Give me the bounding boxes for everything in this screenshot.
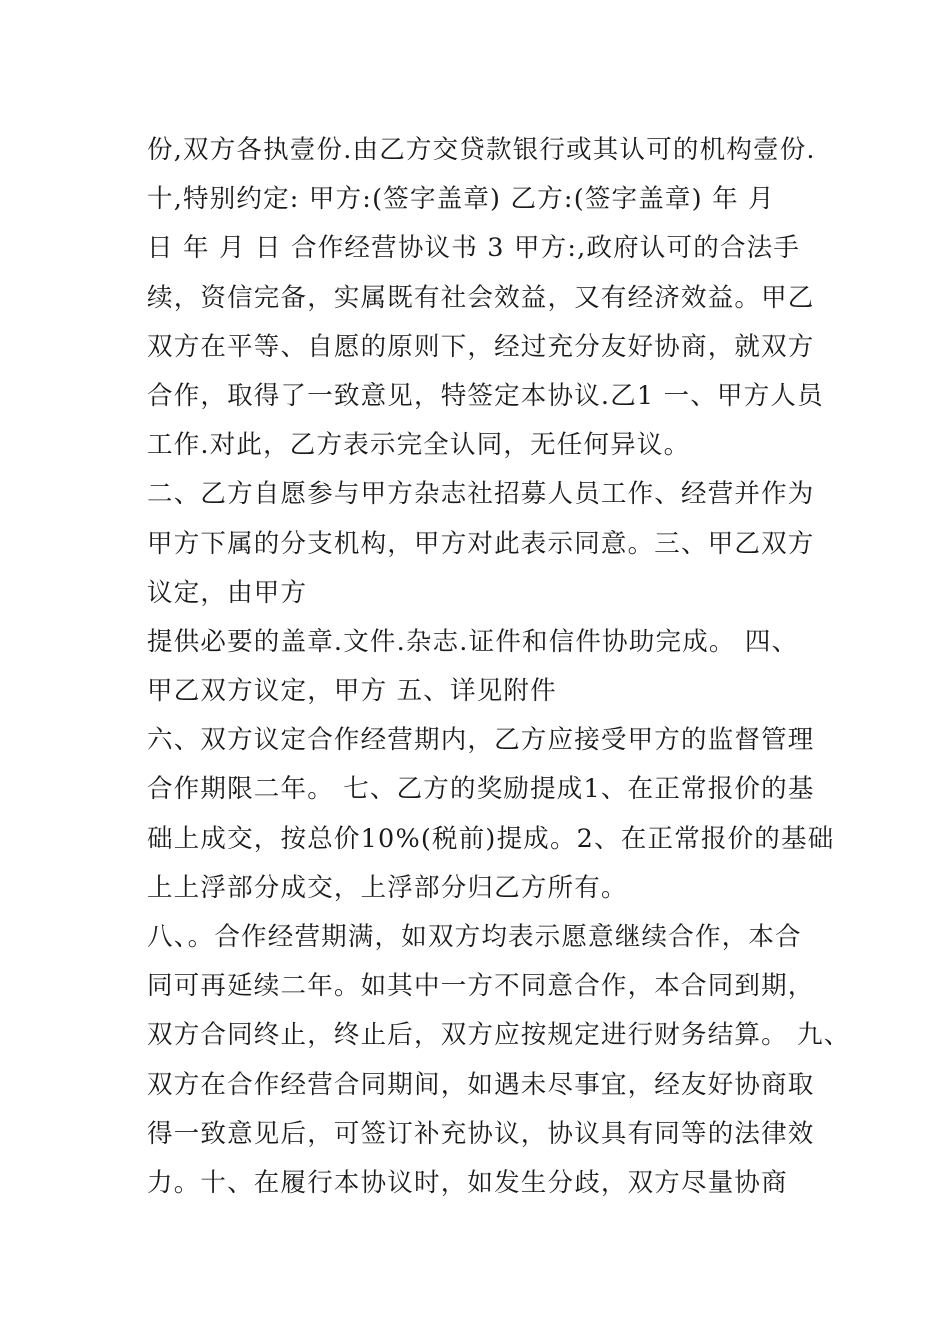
text-line: 力。十、在履行本协议时，如发生分歧，双方尽量协商	[147, 1167, 788, 1198]
text-line: 双方合同终止，终止后，双方应按规定进行财务结算。 九、	[147, 1020, 851, 1051]
text-line: 二、乙方自愿参与甲方杂志社招募人员工作、经营并作为	[147, 479, 815, 510]
text-line: 得一致意见后，可签订补充协议，协议具有同等的法律效	[147, 1118, 815, 1149]
text-line: 甲乙双方议定，甲方 五、详见附件	[147, 676, 557, 707]
text-line: 甲方下属的分支机构，甲方对此表示同意。三、甲乙双方	[147, 528, 815, 559]
text-line: 日 年 月 日 合作经营协议书 3 甲方:,政府认可的合法手	[147, 233, 801, 264]
text-line: 合作，取得了一致意见，特签定本协议.乙1 一、甲方人员	[147, 380, 824, 411]
text-line: 八、。合作经营期满，如双方均表示愿意继续合作，本合	[147, 922, 802, 952]
text-line: 双方在合作经营合同期间，如遇未尽事宜，经友好协商取	[147, 1069, 815, 1100]
text-line: 合作期限二年。 七、乙方的奖励提成1、在正常报价的基	[147, 774, 815, 805]
text-line: 十,特别约定: 甲方:(签字盖章) 乙方:(签字盖章) 年 月	[147, 184, 775, 215]
text-line: 议定，由甲方	[147, 577, 308, 608]
text-line: 工作.对此，乙方表示完全认同，无任何异议。	[147, 430, 691, 461]
text-line: 同可再延续二年。如其中一方不同意合作，本合同到期，	[147, 971, 815, 1002]
text-line: 双方在平等、自愿的原则下，经过充分友好协商，就双方	[147, 331, 815, 362]
text-line: 续，资信完备，实属既有社会效益，又有经济效益。甲乙	[147, 282, 815, 313]
text-line: 份,双方各执壹份.由乙方交贷款银行或其认可的机构壹份.	[147, 135, 816, 165]
text-line: 上上浮部分成交，上浮部分归乙方所有。	[147, 872, 628, 903]
text-line: 提供必要的盖章.文件.杂志.证件和信件协助完成。 四、	[147, 626, 799, 657]
text-line: 六、双方议定合作经营期内，乙方应接受甲方的监督管理	[147, 725, 815, 756]
text-line: 础上成交，按总价10%(税前)提成。2、在正常报价的基础	[147, 823, 835, 854]
document-body	[147, 126, 851, 1208]
